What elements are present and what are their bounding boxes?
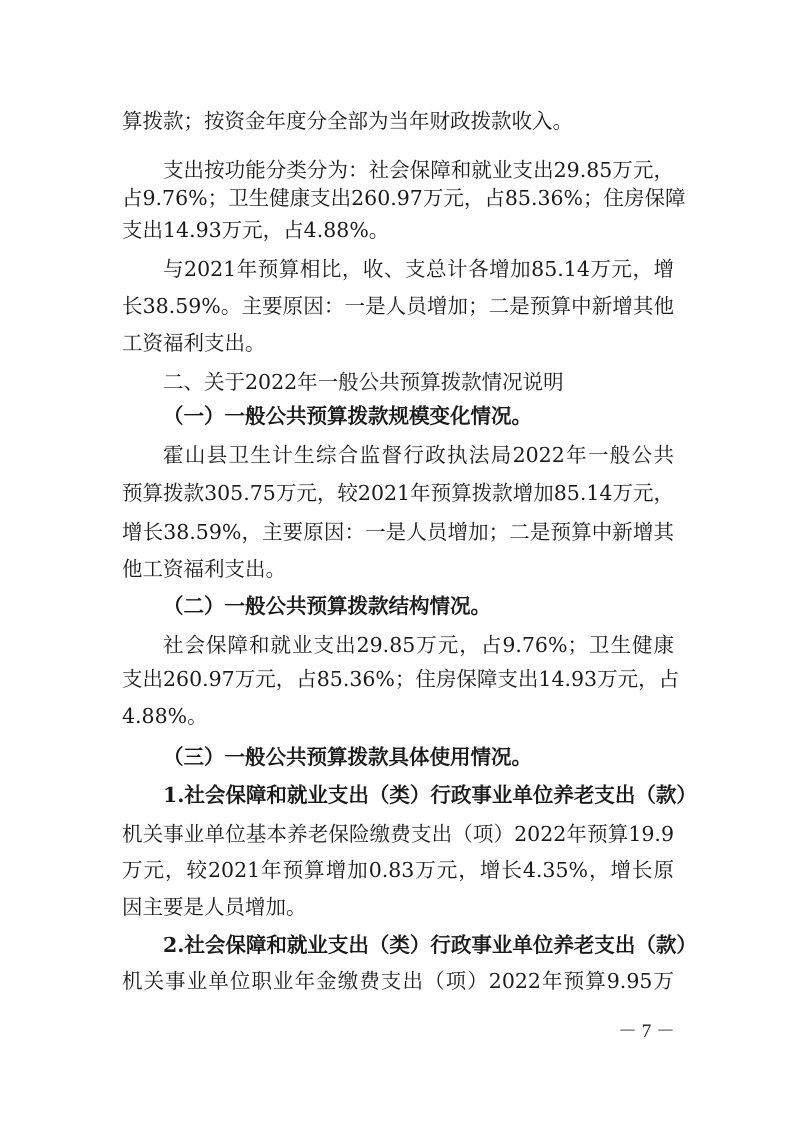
paragraph-line: 与2021年预算相比，收、支总计各增加85.14万元，增 bbox=[163, 257, 674, 281]
paragraph-line: 占9.76%；卫生健康支出260.97万元，占85.36%；住房保障 bbox=[122, 186, 686, 210]
paragraph-line: 他工资福利支出。 bbox=[122, 557, 286, 581]
item-heading: 1.社会保障和就业支出（类）行政事业单位养老支出（款） bbox=[163, 783, 697, 807]
paragraph-line: 社会保障和就业支出29.85万元，占9.76%；卫生健康 bbox=[163, 633, 674, 657]
paragraph-line: 支出14.93万元，占4.88%。 bbox=[122, 218, 390, 242]
paragraph-line: 万元，较2021年预算增加0.83万元，增长4.35%，增长原 bbox=[122, 858, 674, 882]
paragraph-line: 机关事业单位职业年金缴费支出（项）2022年预算9.95万 bbox=[122, 969, 674, 993]
section-heading: 二、关于2022年一般公共预算拨款情况说明 bbox=[163, 370, 564, 394]
paragraph-line: 算拨款；按资金年度分全部为当年财政拨款收入。 bbox=[122, 109, 573, 133]
paragraph-line: 4.88%。 bbox=[122, 704, 208, 728]
paragraph-line: 霍山县卫生计生综合监督行政执法局2022年一般公共 bbox=[163, 443, 674, 467]
paragraph-line: 支出按功能分类分为：社会保障和就业支出29.85万元， bbox=[163, 158, 674, 182]
paragraph-line: 工资福利支出。 bbox=[122, 331, 266, 355]
subsection-heading: （一）一般公共预算拨款规模变化情况。 bbox=[163, 404, 532, 428]
paragraph-line: 因主要是人员增加。 bbox=[122, 895, 307, 919]
paragraph-line: 机关事业单位基本养老保险缴费支出（项）2022年预算19.9 bbox=[122, 822, 674, 846]
paragraph-line: 预算拨款305.75万元，较2021年预算拨款增加85.14万元， bbox=[122, 481, 674, 505]
subsection-heading: （三）一般公共预算拨款具体使用情况。 bbox=[163, 745, 532, 769]
page-number: － 7 － bbox=[617, 1021, 675, 1042]
paragraph-line: 增长38.59%，主要原因：一是人员增加；二是预算中新增其 bbox=[122, 520, 674, 544]
paragraph-line: 支出260.97万元，占85.36%；住房保障支出14.93万元，占 bbox=[122, 667, 680, 691]
item-heading: 2.社会保障和就业支出（类）行政事业单位养老支出（款） bbox=[163, 933, 697, 957]
subsection-heading: （二）一般公共预算拨款结构情况。 bbox=[163, 594, 491, 618]
paragraph-line: 长38.59%。主要原因：一是人员增加；二是预算中新增其他 bbox=[122, 294, 674, 318]
